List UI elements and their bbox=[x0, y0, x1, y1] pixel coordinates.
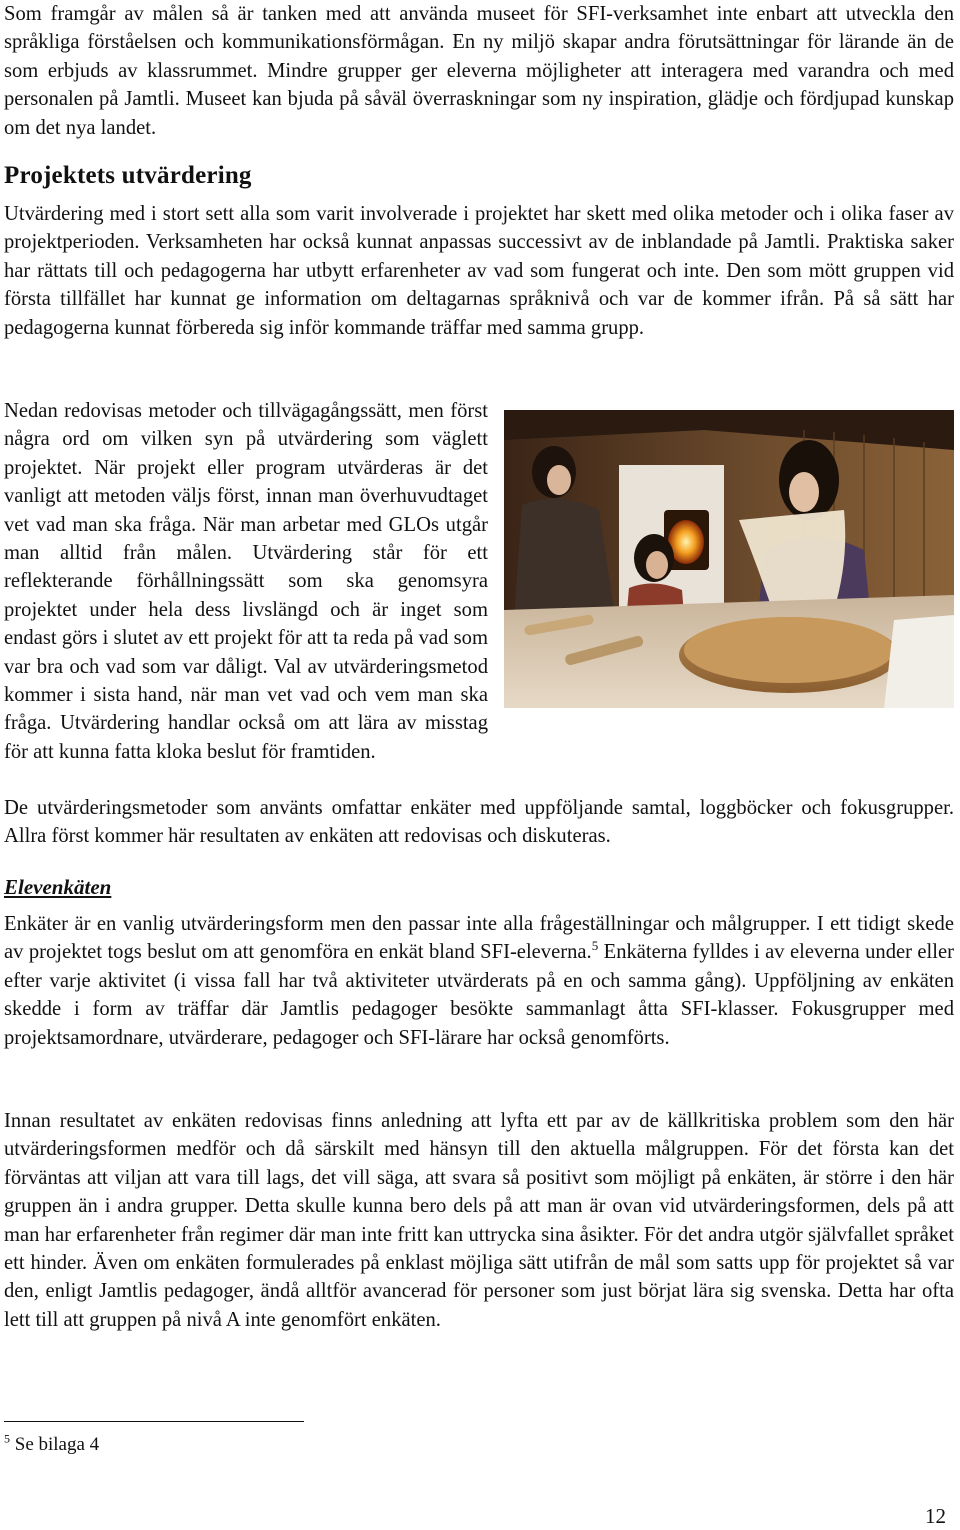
elevenkaten-text-before-note: Enkäter är en vanlig utvärderingsform men den passar inte alla frågeställningar och målgrupper. I ett tidigt skede av projektet togs beslut om att genomföra en enkät bland SFI-eleverna. bbox=[4, 913, 954, 964]
page-number: 12 bbox=[925, 1504, 946, 1528]
baking-photo-illustration bbox=[504, 410, 954, 708]
footnote-reference[interactable]: 5 bbox=[591, 938, 599, 954]
evaluation-view-paragraph: Nedan redovisas metoder och tillvägagångssätt, men först några ord om vilken syn på utvärdering som väglett projektet. När projekt eller program utvärderas är det vanligt att metoden väljs först, innan man överhuvudtaget vet vad man ska fråga. När man arbetar med GLOs utgår man alltid från målen. Utvärdering står för ett reflekterande förhållningssätt som ska genomsyra projektet under hela dess livslängd och är inget som endast görs i slutet av ett projekt för att ta reda på vad som var bra och vad som var dåligt. Val av utvärderingsmetod kommer i sista hand, när man vet vad och vem man ska fråga. Utvärdering handlar också om att lära av misstag för att kunna fatta kloka beslut för framtiden. bbox=[4, 400, 488, 763]
baking-photo bbox=[504, 410, 954, 708]
elevenkaten-paragraph bbox=[4, 910, 954, 1052]
text-with-photo-block bbox=[4, 397, 954, 766]
footnote bbox=[4, 1433, 99, 1457]
source-criticism-paragraph: Innan resultatet av enkäten redovisas finns anledning att lyfta ett par av de källkritiska problem som den här utvärderingsformen medför och då särskilt med hänsyn till den aktuella målgruppen. För det första kan det förväntas att viljan att vara till lags, det vill säga, att svara så positivt som möjligt på enkäten, är större i den här gruppen än i andra grupper. Detta skulle kunna bero dels på att man är ovan vid utvärderingsformen, dels på att man har erfarenheter från regimer där man inte fritt kan uttrycka sina åsikter. För det andra utgör självfallet språket ett hinder. Även om enkäten formulerades på enklast möjliga sätt utifrån de mål som satts upp för projektet så var den, enligt Jamtlis pedagoger, ändå alltför avancerad för personer som just börjat lära sig svenska. Detta har ofta lett till att gruppen på nivå A inte genomfört enkäten. bbox=[4, 1110, 954, 1331]
methods-paragraph: De utvärderingsmetoder som använts omfattar enkäter med uppföljande samtal, loggböcker och fokusgrupper. Allra först kommer här resultaten av enkäten att redovisas och diskuteras. bbox=[4, 797, 954, 848]
footnote-text: Se bilaga 4 bbox=[10, 1434, 100, 1455]
section-heading-elevenkaten: Elevenkäten bbox=[4, 875, 112, 899]
elevenkaten-text-after-note: Enkäterna fylldes i av eleverna under eller efter varje aktivitet (i vissa fall har två aktiviteter utvärderats på en och samma gång). Uppföljning av enkäten skedde i form av träffar där Jamtlis pedagoger besökte sammanlagt åtta SFI-klasser. Fokusgrupper med projektsamordnare, utvärderare, pedagoger och SFI-lärare har också genomförts. bbox=[4, 941, 954, 1049]
section-heading-projektets-utvardering: Projektets utvärdering bbox=[4, 162, 252, 189]
intro-paragraph: Som framgår av målen så är tanken med att använda museet för SFI-verksamhet inte enbart att utveckla den språkliga förståelsen och kommunikationsförmågan. En ny miljö skapar andra förutsättningar för lärande än de som erbjuds av klassrummet. Mindre grupper ger eleverna möjligheter att interagera med varandra och med personalen på Jamtli. Museet kan bjuda på såväl överraskningar som ny inspiration, glädje och fördjupad kunskap om det nya landet. bbox=[4, 3, 954, 139]
footnote-separator bbox=[4, 1421, 304, 1422]
projektets-utvardering-paragraph: Utvärdering med i stort sett alla som varit involverade i projektet har skett med olika metoder och i olika faser av projektperioden. Verksamheten har också kunnat anpassas successivt av de inblandade på Jamtli. Praktiska saker har rättats till och pedagogerna har utbytt erfarenheter av vad som fungerat och inte. Den som mött gruppen vid första tillfället har kunnat ge information om deltagarnas språknivå och var de kommer ifrån. På så sätt har pedagogerna kunnat förbereda sig inför kommande träffar med samma grupp. bbox=[4, 203, 954, 339]
footnote-marker: 5 bbox=[4, 1431, 10, 1446]
